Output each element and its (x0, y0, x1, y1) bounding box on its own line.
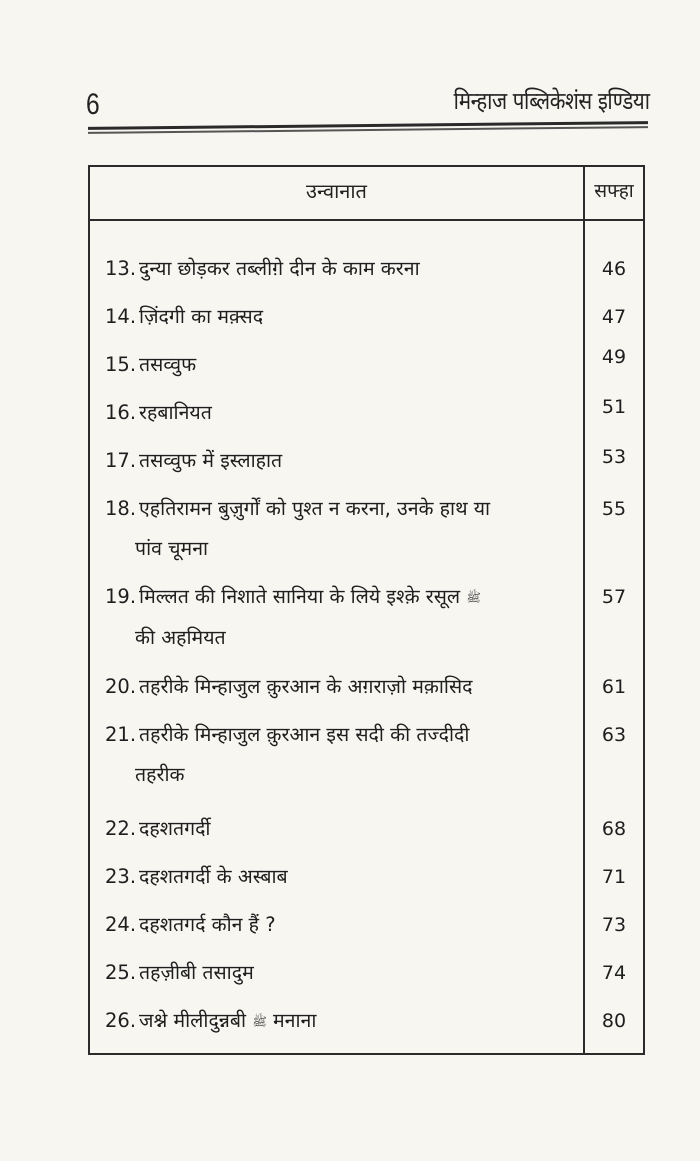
entry-page: 63 (601, 724, 627, 746)
entry-title-continuation: तहरीक (135, 763, 185, 786)
entry-page: 46 (601, 258, 627, 280)
header-rule (88, 124, 648, 132)
entry-title: तसव्वुफ (139, 353, 197, 376)
entry-title: दहशतगर्द कौन हैं ? (139, 913, 276, 936)
entry-page: 61 (601, 676, 627, 698)
entry-title: तहरीके मिन्हाजुल क़ुरआन इस सदी की तज्दीदी (139, 723, 470, 746)
entry-title: तहरीके मिन्हाजुल क़ुरआन के अग़राज़ो मक़ासिद (139, 675, 473, 698)
page-number: 6 (86, 88, 100, 121)
entry-title: दहशतगर्दी के अस्बाब (139, 865, 288, 888)
entry-title: एहतिरामन बुज़ुर्गों को पुश्त न करना, उनके हाथ या (139, 497, 491, 520)
entry-page: 51 (601, 396, 627, 418)
entry-page: 57 (601, 586, 627, 608)
entry-title: तसव्वुफ में इस्लाहात (139, 449, 283, 472)
entry-title-continuation: की अहमियत (135, 625, 226, 649)
entry-title-continuation: पांव चूमना (135, 537, 209, 560)
honorific-symbol: ﷺ (252, 1014, 267, 1029)
entry-title: मिल्लत की निशाते सानिया के लिये इश्क़े रसूल (139, 585, 461, 608)
entry-page: 74 (601, 962, 627, 984)
honorific-symbol: ﷺ (466, 590, 481, 605)
entry-title-suffix: मनाना (273, 1009, 317, 1032)
entry-page: 68 (601, 818, 627, 840)
header-divider (90, 219, 643, 221)
entry-title: दहशतगर्दी (139, 817, 211, 840)
entry-title: जश्ने मीलीदुन्नबी (139, 1009, 247, 1032)
entry-page: 47 (601, 306, 627, 328)
entry-title: रहबानियत (139, 401, 212, 424)
toc-header-page: सफ्हा (594, 180, 634, 202)
entry-page: 55 (601, 498, 627, 520)
entry-page: 53 (601, 446, 627, 468)
entry-title: तहज़ीबी तसादुम (139, 961, 254, 984)
entry-title: ज़िंदगी का मक़्सद (139, 305, 264, 328)
table-of-contents: उन्वानात सफ्हा 13. दुन्या छोड़कर तब्लीग़े दीन के काम करना 46 14. ज़िंदगी का मक़्सद 47 15. तसव्वुफ 49 16. रहबानियत 51 17. तसव्वुफ में इस्लाहात 53 18. एहतिरामन बुज़ुर्गों को पुश्त न करना, उनके हाथ या पांव चूमना 55 19. मिल्लत की निशाते सानिया के लिये इश्क़े रसूल ﷺ की अहमियत 57 20. तहरीके मिन्हाजुल क़ुरआन के अग़राज़ो मक़ासिद 61 21. तहरीके मिन्हाजुल क़ुरआन इस सदी की तज्दीदी तहरीक 63 22. दहशतगर्दी 68 23. दहशतगर्दी के अस्बाब 71 24. दहशतगर्द कौन हैं ? 73 25. तहज़ीबी तसादुम 74 26. जश्ने मीलीदुन्नबी ﷺ मनाना 80 (88, 165, 645, 1055)
entry-page: 49 (601, 346, 627, 368)
running-head: मिन्हाज पब्लिकेशंस इण्डिया (454, 87, 650, 115)
entry-page: 80 (601, 1010, 627, 1032)
entry-page: 71 (601, 866, 627, 888)
toc-header-title: उन्वानात (306, 179, 367, 203)
entry-title: दुन्या छोड़कर तब्लीग़े दीन के काम करना (139, 257, 420, 280)
entry-page: 73 (601, 914, 627, 936)
